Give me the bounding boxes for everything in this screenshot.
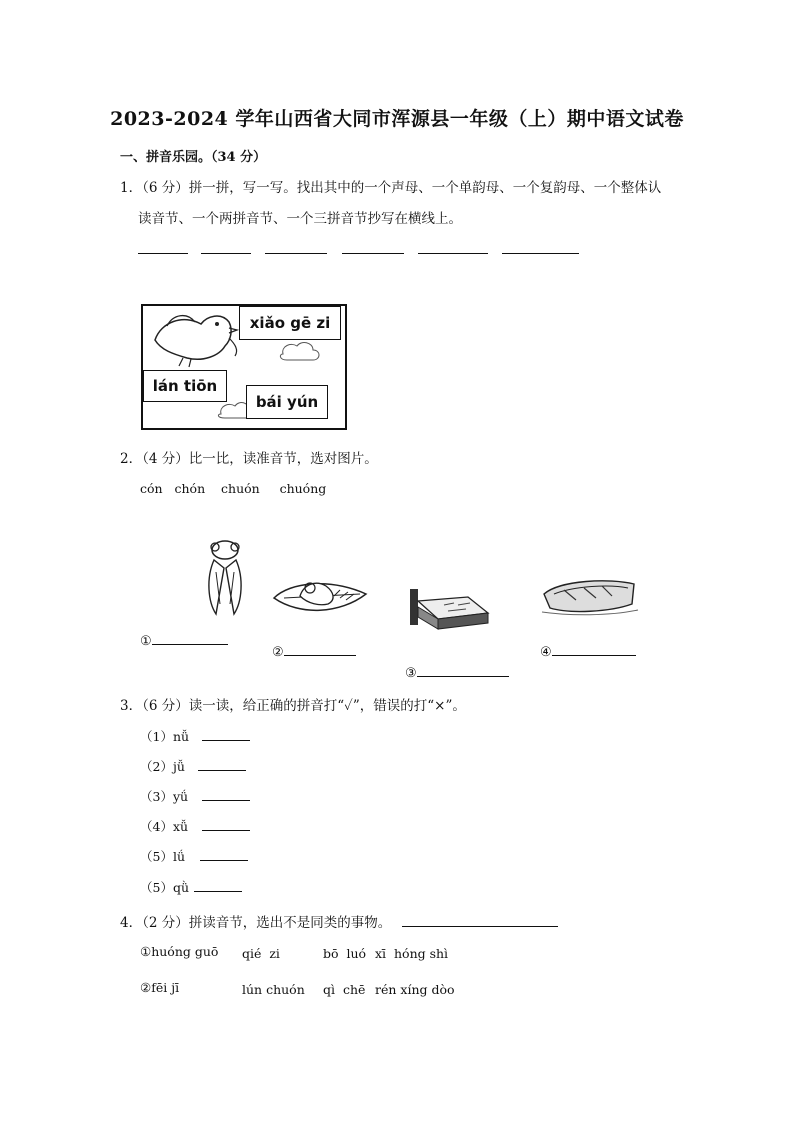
option-number-3: ③ [405, 666, 417, 681]
q3-item-6 [140, 877, 242, 896]
section-heading-pinyin: 一、拼音乐园。（34 分） [120, 150, 267, 165]
q4-row2-item1: ②fēi jī [140, 980, 180, 995]
q1-text-line2: 读音节、一个两拼音节、一个三拼音节抄写在横线上。 [138, 211, 462, 227]
option-number-2: ② [272, 645, 284, 660]
q2-option-1[interactable] [140, 630, 228, 649]
q2-option-1-blank[interactable] [152, 630, 228, 645]
q2-option-4[interactable] [540, 641, 636, 660]
q3-item-3-label: （3）yǘ [140, 789, 189, 804]
option-number-1: ① [140, 634, 152, 649]
q4-row1-item1: ①huóng guō [140, 944, 219, 959]
pinyin-label-bai-yun: bái yún [246, 385, 328, 419]
q1-text-line1: 1．（6 分）拼一拼，写一写。找出其中的一个声母、一个单韵母、一个复韵母、一个整体认 [120, 180, 662, 196]
q3-item-3 [140, 786, 250, 805]
q3-item-4-label: （4）xǚ [140, 819, 189, 834]
q4-row1-item3: bō luó [323, 946, 367, 961]
q2-option-2-blank[interactable] [284, 641, 356, 656]
pinyin-label-xiao-ge-zi: xiǎo gē zi [239, 306, 341, 340]
q2-syllables: cón chón chuón chuóng [140, 481, 327, 496]
q3-item-5-label: （5）lǘ [140, 849, 186, 864]
q3-item-4 [140, 816, 250, 835]
pinyin-label-lan-tian: lán tiōn [143, 370, 227, 402]
q4-row1-item2: qié zi [242, 946, 280, 961]
q3-item-1 [140, 726, 250, 745]
q1-answer-blank-4[interactable] [342, 253, 404, 254]
q1-answer-blank-3[interactable] [265, 253, 327, 254]
q1-answer-blank-1[interactable] [138, 253, 188, 254]
q3-item-4-blank[interactable] [202, 816, 250, 831]
q2-option-3-blank[interactable] [417, 662, 509, 677]
q2-option-2[interactable] [272, 641, 356, 660]
q3-item-2 [140, 756, 246, 775]
q1-answer-blank-5[interactable] [418, 253, 488, 254]
q3-item-1-blank[interactable] [202, 726, 250, 741]
q4-row2-item4: rén xíng dòo [375, 982, 455, 997]
q3-text: 3．（6 分）读一读，给正确的拼音打“✓”，错误的打“×”。 [120, 698, 466, 714]
boat-icon [540, 576, 640, 618]
q4-answer-blank[interactable] [402, 926, 558, 927]
q4-row1-item4: xī hóng shì [375, 946, 449, 961]
option-number-4: ④ [540, 645, 552, 660]
q4-row2-item3: qì chē [323, 982, 366, 997]
q3-item-6-blank[interactable] [194, 877, 242, 892]
q1-answer-blank-2[interactable] [201, 253, 251, 254]
q3-item-2-label: （2）jǚ [140, 759, 185, 774]
page-title: 2023-2024 学年山西省大同市浑源县一年级（上）期中语文试卷 [110, 108, 684, 130]
silkworm-on-leaf-icon [270, 570, 370, 620]
q2-option-4-blank[interactable] [552, 641, 636, 656]
q4-text: 4．（2 分）拼读音节，选出不是同类的事物。 [120, 915, 392, 931]
q2-text: 2．（4 分）比一比，读准音节，选对图片。 [120, 451, 378, 467]
q3-item-5-blank[interactable] [200, 846, 248, 861]
q1-answer-blank-6[interactable] [502, 253, 579, 254]
q4-row2-item2: lún chuón [242, 982, 305, 997]
q3-item-2-blank[interactable] [198, 756, 246, 771]
q3-item-5 [140, 846, 248, 865]
cicada-icon [200, 538, 250, 616]
q2-option-3[interactable] [405, 662, 509, 681]
q3-item-3-blank[interactable] [202, 786, 250, 801]
q3-item-6-label: （5）qǜ [140, 880, 190, 895]
q3-item-1-label: （1）nǚ [140, 729, 190, 744]
bed-icon [408, 583, 493, 633]
